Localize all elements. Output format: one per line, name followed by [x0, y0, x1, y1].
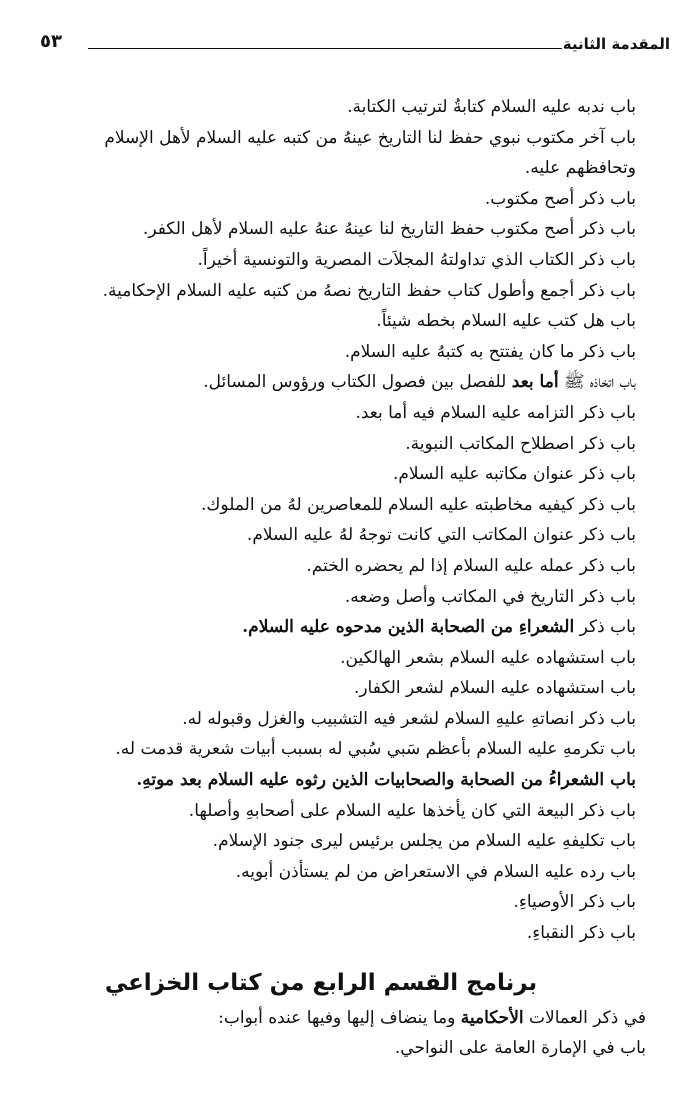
chapter-entry-text: باب ذكر [574, 617, 636, 638]
chapter-entry-emphasis: أما بعد [511, 372, 559, 393]
chapter-entry: باب ذكر عمله عليه السلام إذا لم يحضره الختم. [306, 555, 636, 576]
chapter-entry: باب ذكر الأوصياءِ. [513, 892, 636, 913]
chapter-entry-text: باب اتخاذه ﷺ [558, 372, 636, 393]
chapter-entry: باب ذكر عنوان مكاتبه عليه السلام. [392, 464, 636, 485]
section-first-entry: باب في الإمارة العامة على النواحي. [394, 1037, 646, 1058]
chapter-entry: باب ذكر النقباءِ. [526, 923, 636, 944]
page-number: ٥٣ [40, 31, 62, 52]
chapter-list [46, 92, 636, 949]
chapter-entry: باب ذكر ما كان يفتتح به كتبهُ عليه السلام. [344, 341, 636, 362]
chapter-entry [46, 367, 636, 398]
section-intro-bold: الأحكامية [460, 1007, 524, 1028]
chapter-entry: باب رده عليه السلام في الاستعراض من لم يستأذن أبويه. [235, 861, 636, 882]
section-intro [46, 1003, 646, 1033]
chapter-entry: باب ذكر التزامه عليه السلام فيه أما بعد. [355, 402, 636, 423]
section-intro-after: وما ينضاف إليها وفيها عنده أبواب: [218, 1007, 461, 1028]
chapter-entry: باب تكليفهِ عليه السلام من يجلس برئيس ليرى جنود الإسلام. [212, 831, 636, 852]
chapter-entry: باب ذكر أصح مكتوب. [484, 188, 636, 209]
running-title: المقدمة الثانية [562, 35, 670, 53]
chapter-entry [46, 612, 636, 643]
chapter-entry: باب ذكر أجمع وأطول كتاب حفظ التاريخ نصهُ من كتبه عليه السلام الإحكامية. [102, 280, 636, 301]
header-rule [88, 48, 562, 49]
chapter-entry: باب استشهاده عليه السلام لشعر الكفار. [353, 678, 636, 699]
chapter-entry: باب ذكر عنوان المكاتب التي كانت توجهُ لهُ عليه السلام. [246, 525, 636, 546]
section-intro-before: في ذكر العمالات [523, 1007, 646, 1028]
chapter-entry: باب آخر مكتوب نبوي حفظ لنا التاريخ عينهُ من كتبه عليه السلام لأهل الإسلام وتحافظهم عليه. [104, 127, 636, 179]
page-header [40, 32, 670, 60]
page-content [46, 92, 646, 1063]
chapter-entry: باب الشعراءُ من الصحابة والصحابيات الذين رثوه عليه السلام بعد موتهِ. [136, 770, 636, 791]
section-title: برنامج القسم الرابع من كتاب الخزاعي [104, 969, 538, 996]
chapter-entry: باب ذكر اصطلاح المكاتب النبوية. [405, 433, 636, 454]
chapter-entry: باب ذكر أصح مكتوب حفظ التاريخ لنا عينهُ عنهُ عليه السلام لأهل الكفر. [142, 219, 636, 240]
chapter-entry: باب ذكر انصاتهِ عليهِ السلام لشعر فيه التشبيب والغزل وقبوله له. [182, 708, 636, 729]
chapter-entry-emphasis: الشعراءِ من الصحابة الذين مدحوه عليه السلام. [242, 617, 575, 638]
chapter-entry: باب هل كتب عليه السلام بخطه شيئاً. [376, 311, 636, 332]
chapter-entry: باب ذكر البيعة التي كان يأخذها عليه السلام على أصحابهِ وأصلها. [188, 800, 636, 821]
chapter-entry: باب استشهاده عليه السلام بشعر الهالكين. [340, 647, 636, 668]
chapter-entry: باب ذكر كيفيه مخاطبته عليه السلام للمعاصرين لهُ من الملوك. [201, 494, 636, 515]
chapter-entry: باب ذكر التاريخ في المكاتب وأصل وضعه. [344, 586, 636, 607]
chapter-entry: باب ذكر الكتاب الذي تداولتهُ المجلاَت المصرية والتونسية أخيراً. [197, 249, 636, 270]
chapter-entry-text: للفصل بين فصول الكتاب ورؤوس المسائل. [203, 372, 512, 393]
chapter-entry: باب تكرمهِ عليه السلام بأعظم سَبي سُبي له بسبب أبيات شعرية قدمت له. [115, 739, 636, 760]
chapter-entry: باب ندبه عليه السلام كتابةُ لترتيب الكتابة. [347, 97, 636, 117]
